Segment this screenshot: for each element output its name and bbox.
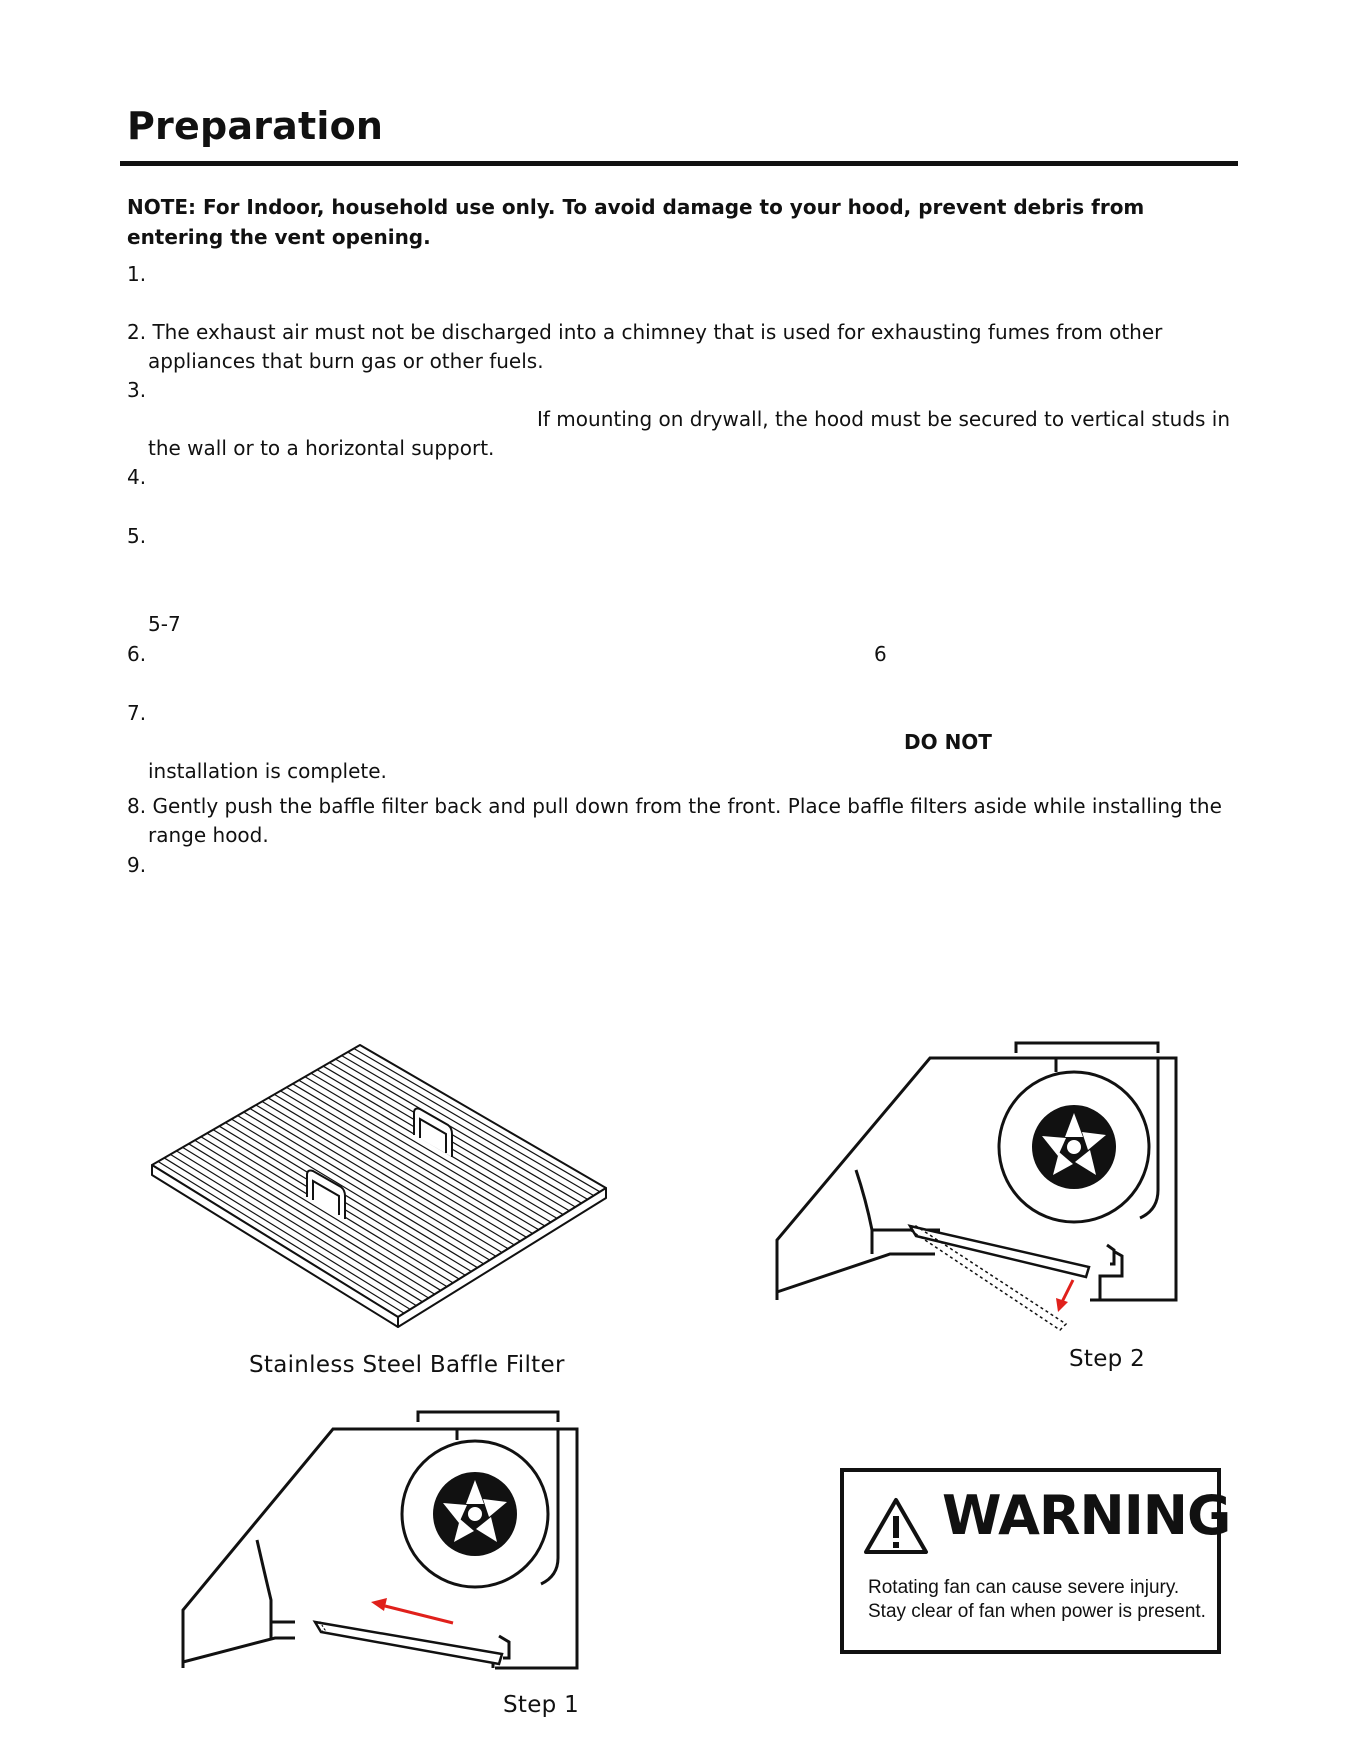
step-5-page-ref: 5-7 (148, 612, 181, 636)
step-1-caption: Step 1 (503, 1692, 580, 1718)
step-3-line-3: the wall or to a horizontal support. (148, 436, 495, 460)
baffle-filter-caption: Stainless Steel Baffle Filter (249, 1352, 565, 1378)
step-7-line-3: installation is complete. (148, 759, 387, 783)
step-3-number: 3. (127, 378, 147, 402)
step-6-page-ref: 6 (874, 642, 887, 666)
step-4-number: 4. (127, 465, 147, 489)
step-8-line-2: range hood. (148, 823, 269, 847)
step-2-line-1: 2. The exhaust air must not be discharged into a chimney that is used for exhausting fumes from other (127, 320, 1163, 344)
warning-text: Rotating fan can cause severe injury. Stay clear of fan when power is present. (868, 1577, 1206, 1622)
step-7-number: 7. (127, 701, 147, 725)
step-2-illustration (770, 1040, 1190, 1340)
step-9-number: 9. (127, 853, 147, 877)
step-8-line-1: 8. Gently push the baffle filter back and pull down from the front. Place baffle filters aside while installing the (127, 794, 1222, 818)
indoor-use-note: NOTE: For Indoor, household use only. To avoid damage to your hood, prevent debris from entering the vent opening. (127, 195, 1145, 249)
step-6-number: 6. (127, 642, 147, 666)
title-divider (120, 161, 1238, 166)
step-5-number: 5. (127, 524, 147, 548)
step-2-line-2: appliances that burn gas or other fuels. (148, 349, 544, 373)
step-7-emphasis (904, 730, 992, 754)
warning-label (840, 1468, 1231, 1654)
step-1-number: 1. (127, 262, 147, 286)
step-3-line-2: If mounting on drywall, the hood must be secured to vertical studs in (537, 407, 1231, 431)
page-title: Preparation (127, 104, 384, 148)
step-2-caption: Step 2 (1069, 1346, 1146, 1372)
baffle-filter-illustration (140, 1035, 620, 1330)
do-not-bold: DO NOT (904, 730, 992, 754)
step-1-illustration (175, 1410, 595, 1670)
warning-title: WARNING (942, 1484, 1231, 1547)
warning-triangle-icon (862, 1496, 930, 1556)
